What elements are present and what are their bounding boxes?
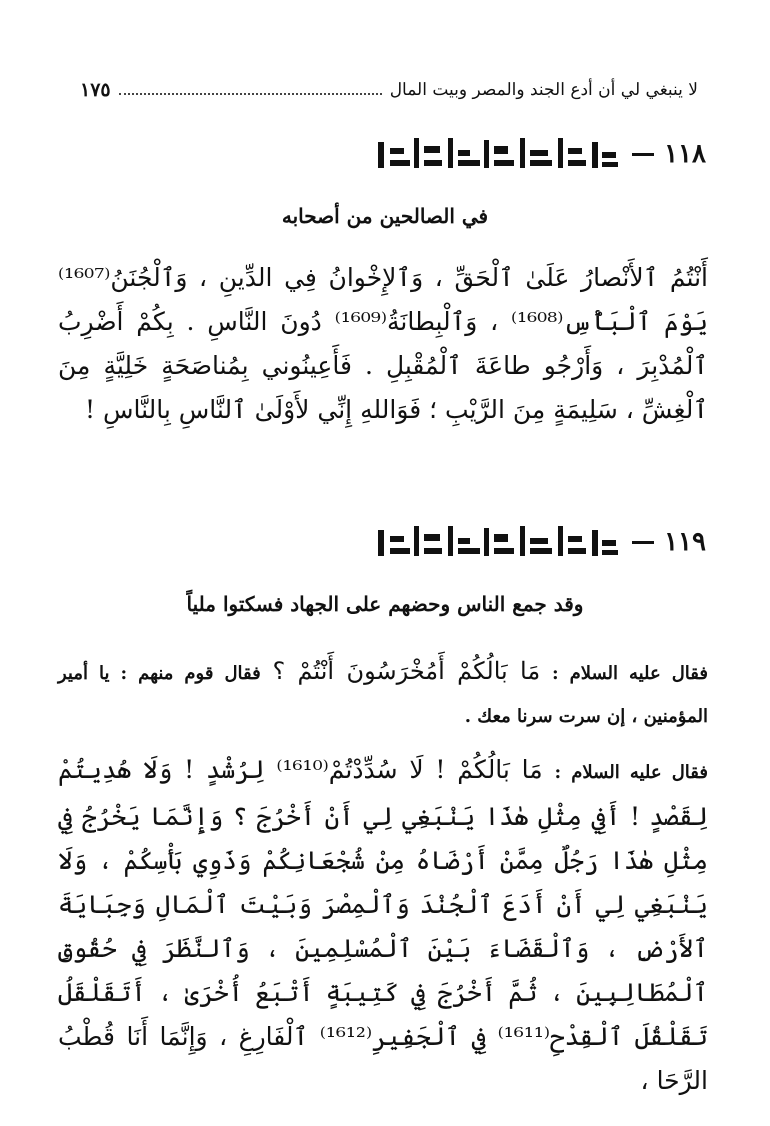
calligraphy-heading-image bbox=[374, 134, 622, 174]
header-dotted-leader bbox=[119, 93, 382, 95]
answer-text: مَا بَالُكُمْ ! لَا سُدِّدْتُمْ⁽¹⁶¹⁰⁾ لِرُشْدٍ ! وَلَا هُدِيتُمْ لِقَصْدٍ ! أَفِي مِثْلِ هٰذَا يَنْبَغِي لِي أَنْ أَخْرُجَ ؟ وَإِنَّمَا يَخْرُجُ فِي مِثْلِ هٰذَا رَجُلٌ مِمَّنْ أَرْضَاهُ مِنْ شُجْعَانِكُمْ وَذَوِي بَأْسِكُمْ ، وَلَا يَنْبَغِي لِي أَنْ أَدَعَ ٱلْجُنْدَ وَٱلْمِصْرَ وَبَيْتَ ٱلْمَالِ وَجِبَايَةَ ٱلأَرْضِ ، وَٱلْقَضَاءَ بَيْنَ ٱلْمُسْلِمِينَ ، وَٱلنَّظَرَ فِي حُقُوقِ ٱلْمُطَالِبِينَ ، ثُمَّ أَخْرُجَ فِي كَتِيبَةٍ أَتْبَعُ أُخْرَىٰ ، أَتَقَلْقَلُ تَقَلْقُلَ ٱلْقِدْحِ⁽¹⁶¹¹⁾ فِي ٱلْجَفِيرِ⁽¹⁶¹²⁾ ٱلْفَارِغِ ، وَإِنَّمَا أَنَا قُطْبُ الرَّحَا ، bbox=[58, 755, 709, 1095]
section-dash bbox=[632, 541, 654, 544]
exchange-block bbox=[58, 650, 708, 738]
question-text: مَا بَالُكُمْ أَمُخْرَسُونَ أَنْتُمْ ؟ bbox=[272, 657, 541, 685]
section-body-118 bbox=[58, 256, 708, 432]
speaker-label: فقال عليه السلام : bbox=[554, 762, 708, 783]
answer-block bbox=[58, 748, 708, 1103]
section-subtitle: وقد جمع الناس وحضهم على الجهاد فسكتوا ملياً bbox=[186, 592, 584, 616]
body-text: أَنْتُمُ ٱلأَنْصارُ عَلَىٰ ٱلْحَقِّ ، وَٱلإِخْوانُ فِي الدِّينِ ، وَٱلْجُنَنُ⁽¹⁶⁰⁷⁾ يَوْمَ ٱلْبَأْسِ⁽¹⁶⁰⁸⁾ ، وَٱلْبِطانَةُ⁽¹⁶⁰⁹⁾ دُونَ النَّاسِ . بِكُمْ أَضْرِبُ ٱلْمُدْبِرَ ، وَأَرْجُو طاعَةَ ٱلْمُقْبِلِ . فَأَعِينُوني بِمُناصَحَةٍ خَلِيَّةٍ مِنَ ٱلْغِشِّ ، سَلِيمَةٍ مِنَ الرَّيْبِ ؛ فَوَاللهِ إِنِّي لأَوْلَىٰ ٱلنَّاسِ بِالنَّاسِ ! bbox=[58, 263, 708, 424]
section-number: ١١٩ bbox=[664, 527, 706, 557]
running-title: لا ينبغي لي أن أدع الجند والمصر وبيت المال bbox=[389, 80, 698, 100]
calligraphy-heading-image bbox=[374, 522, 622, 562]
section-heading-119 bbox=[374, 512, 706, 572]
section-number: ١١٨ bbox=[664, 139, 706, 169]
speaker-label: فقال عليه السلام : bbox=[551, 663, 709, 684]
running-header bbox=[80, 76, 698, 104]
page-number: ١٧٥ bbox=[80, 79, 111, 101]
section-subtitle: في الصالحين من أصحابه bbox=[281, 204, 489, 228]
reply-text: فقال قوم منهم : يا أمير المؤمنين ، إن سرت سرنا معك . bbox=[58, 663, 708, 727]
section-heading-118 bbox=[374, 124, 706, 184]
section-dash bbox=[632, 153, 654, 156]
